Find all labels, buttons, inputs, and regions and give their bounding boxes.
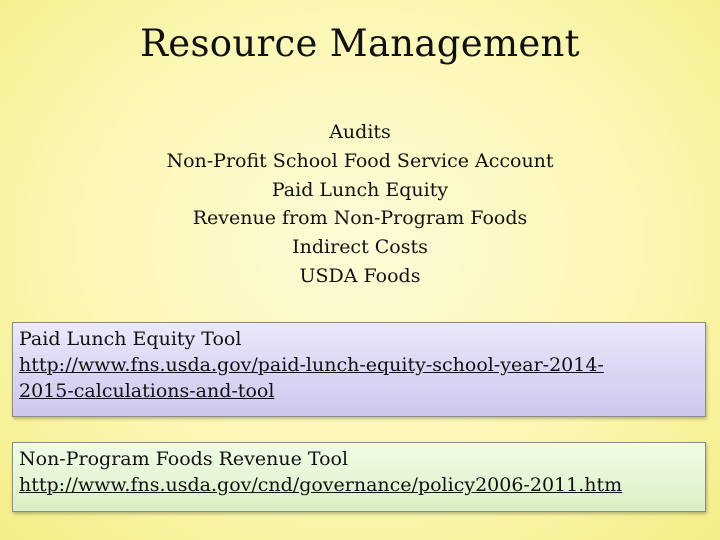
paid-lunch-equity-tool-label: Paid Lunch Equity Tool xyxy=(19,328,242,350)
topic-item: USDA Foods xyxy=(299,264,421,287)
topic-list xyxy=(0,118,720,291)
non-program-foods-link-line1: http://www.fns.usda.gov/cnd/governance/policy2006-2011.htm xyxy=(19,474,623,496)
paid-lunch-equity-link-line2: 2015-calculations-and-tool xyxy=(19,380,275,402)
non-program-foods-tool-box xyxy=(12,442,706,512)
paid-lunch-equity-tool-box xyxy=(12,322,706,417)
topic-item: Non-Profit School Food Service Account xyxy=(166,149,554,172)
paid-lunch-equity-tool-link[interactable] xyxy=(19,352,699,404)
topic-item: Audits xyxy=(329,121,391,143)
topic-item: Revenue from Non-Program Foods xyxy=(192,207,528,230)
topic-item: Paid Lunch Equity xyxy=(271,178,449,201)
slide-title: Resource Management xyxy=(140,22,580,65)
non-program-foods-tool-label: Non-Program Foods Revenue Tool xyxy=(19,448,349,470)
topic-item: Indirect Costs xyxy=(292,236,428,259)
paid-lunch-equity-link-line1: http://www.fns.usda.gov/paid-lunch-equity-school-year-2014- xyxy=(19,354,604,376)
non-program-foods-tool-link[interactable] xyxy=(19,472,699,498)
